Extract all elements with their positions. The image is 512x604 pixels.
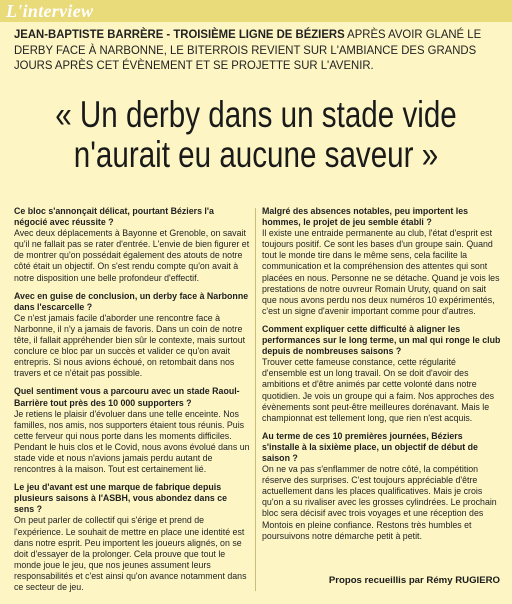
section-label: L'interview (6, 1, 94, 21)
right-column (262, 206, 502, 549)
interviewee-role: - TROISIÈME LIGNE DE BÉZIERS (163, 27, 345, 41)
question: Le jeu d'avant est une marque de fabrique depuis plusieurs saisons à l'ASBH, vous abondez dans ce sens ? (14, 482, 228, 516)
headline-line-1: « Un derby dans un stade vide (55, 94, 457, 135)
question: Avec en guise de conclusion, un derby face à Narbonne dans l'escarcelle ? (14, 290, 249, 313)
question: Quel sentiment vous a parcouru avec un stade Raoul-Barrière tout près des 10 000 supporters ? (14, 386, 240, 409)
question: Malgré des absences notables, peu importent les hommes, le projet de jeu semble établi ? (262, 206, 469, 229)
headline-line-2: n'aurait eu aucune saveur » (73, 134, 439, 175)
answer: Avec deux déplacements à Bayonne et Grenoble, on savait qu'il ne fallait pas se rater d'entrée. L'envie de bien figurer et de montrer qu'on possédait également des atouts de notre côté était un objectif. On s'est rendu compte qu'on avait à notre disposition une belle profondeur d'effectif. (14, 228, 250, 284)
answer: Je retiens le plaisir d'évoluer dans une telle enceinte. Nos familles, nos amis, nos supporters étaient tous réunis. Puis cette ferveur qui nous porte dans les moments difficiles. Pendant le huis clos et le Covid, nous avons évolué dans un stade vide et nous n'avions jamais perdu autant de rencontres à la maison. Tout est certainement lié. (14, 408, 250, 476)
question: Comment expliquer cette difficulté à aligner les performances sur le long terme, un mal qui ronge le club depuis de nombreuses saisons ? (262, 323, 501, 358)
answer: Ce n'est jamais facile d'aborder une rencontre face à Narbonne, il n'y a jamais de favoris. Dans un coin de notre tête, il fallait appréhender bien sûr le contexte, mais surtout conclure ce bloc par un succès et valider ce qu'on avait entrepris. Si nous avions échoué, on retombait dans nos travers et ce n'était pas possible. (14, 312, 246, 380)
left-column (14, 206, 250, 600)
question: Au terme de ces 10 premières journées, Béziers s'installe à la sixième place, un objectif de début de saison ? (262, 430, 478, 464)
answer: On peut parler de collectif qui s'érige et prend de l'expérience. Le souhait de mettre en place une identité est dans notre esprit. Peu importent les joueurs alignés, on se doit d'essayer de la prolonger. Cela prouve que tout le monde joue le jeu, que nos jeunes assument leurs responsabilités et c'est ainsi qu'on avance notamment dans ce secteur de jeu. (14, 515, 247, 593)
column-divider (255, 208, 256, 591)
interviewee-name: JEAN-BAPTISTE BARRÈRE (14, 27, 164, 41)
answer: Il existe une entraide permanente au club, l'état d'esprit est toujours positif. Ce sont les bases d'un groupe sain. Quand tout le monde tire dans le même sens, cela facilite la communication et la compréhension des attentes qui sont placées en nous. Personne ne se détache. Quand je vois les prestations de notre ouvreur Romain Uruty, quand on sait que nous avons perdu nos deux numéros 10 expérimentés, c'est un signe d'avenir important comme pour d'autres. (262, 228, 500, 317)
answer: On ne va pas s'enflammer de notre côté, la compétition réserve des surprises. C'est toujours appréciable d'être actuellement dans les places qualificatives. Mais je crois qu'on a su rivaliser avec les grosses cylindrées. Le prochain bloc sera décisif avec trois voyages et une réception des Montois en pleine confiance. Restons très humbles et poursuivons notre démarche petit à petit. (262, 464, 497, 542)
author-credit: Propos recueillis par Rémy RUGIERO (328, 575, 500, 586)
section-banner (0, 0, 512, 22)
article-intro (14, 27, 502, 74)
answer: Trouver cette fameuse constance, cette régularité d'ensemble est un long travail. On se doit d'avoir des ambitions et d'être animés par cette volonté dans notre quotidien. Je vois un groupe qui a faim. Nos approches des évènements sont peut-être meilleures dorénavant. Mais le championnat est tellement long, que rien n'est acquis. (262, 357, 495, 424)
article-headline (51, 95, 461, 175)
intro-text: APRÈS AVOIR GLANÉ LE DERBY FACE À NARBONNE, LE BITERROIS REVIENT SUR L'AMBIANCE DES GRANDS JOURS APRÈS CET ÉVÈNEMENT ET SE PROJETTE SUR L'AVENIR. (14, 27, 482, 72)
question: Ce bloc s'annonçait délicat, pourtant Béziers l'a négocié avec réussite ? (14, 206, 214, 229)
